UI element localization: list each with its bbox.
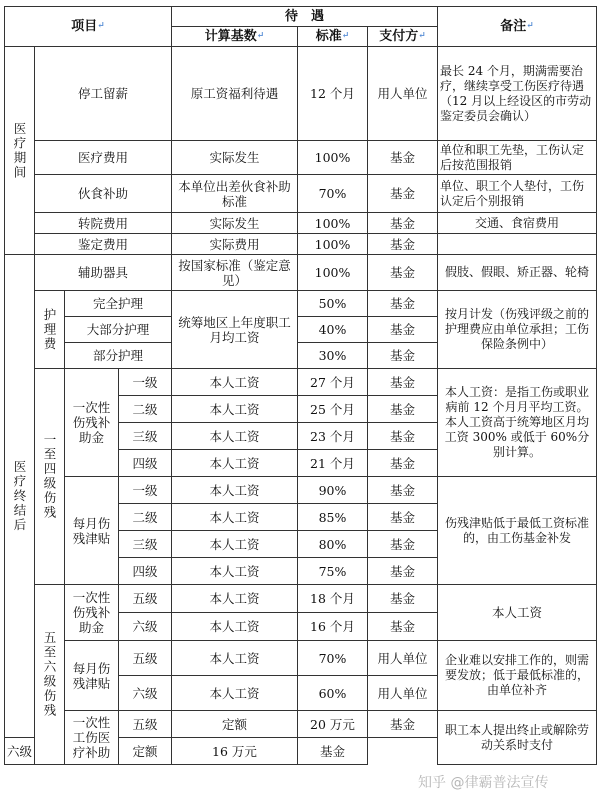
level-cell: 六级 xyxy=(5,738,35,765)
basis-cell: 实际费用 xyxy=(172,234,298,255)
standard-cell: 85% xyxy=(298,504,368,531)
basis-cell: 本人工资 xyxy=(172,641,298,676)
basis-cell: 本人工资 xyxy=(172,477,298,504)
table-row xyxy=(5,477,597,504)
standard-cell: 21 个月 xyxy=(298,450,368,477)
item-cell: 鉴定费用 xyxy=(35,234,172,255)
remark-cell: 单位、职工个人垫付，工伤认定后个别报销 xyxy=(438,175,597,213)
remark-cell: 企业难以安排工作的，则需要发放；低于最低标准的，由单位补齐 xyxy=(438,641,597,711)
standard-cell: 60% xyxy=(298,676,368,711)
basis-cell: 本人工资 xyxy=(172,531,298,558)
table-row xyxy=(5,369,597,396)
payer-cell: 基金 xyxy=(368,343,438,369)
group-grade-1-4: 一至四级伤残 xyxy=(35,369,65,585)
group-grade-5-6: 五至六级伤残 xyxy=(35,585,65,765)
basis-cell: 本人工资 xyxy=(172,676,298,711)
payer-cell: 基金 xyxy=(368,423,438,450)
payer-cell: 基金 xyxy=(368,450,438,477)
payer-cell: 基金 xyxy=(368,531,438,558)
payer-cell: 基金 xyxy=(368,585,438,613)
standard-cell: 100% xyxy=(298,141,368,175)
standard-cell: 27 个月 xyxy=(298,369,368,396)
basis-cell: 本人工资 xyxy=(172,369,298,396)
level-cell: 一级 xyxy=(119,477,172,504)
standard-cell: 25 个月 xyxy=(298,396,368,423)
header-remark: 备注↵ xyxy=(438,7,597,47)
level-cell: 五级 xyxy=(119,641,172,676)
item-cell: 医疗费用 xyxy=(35,141,172,175)
item-cell: 一次性伤残补助金 xyxy=(65,369,119,477)
remark-cell: 交通、食宿费用 xyxy=(438,213,597,234)
payer-cell: 基金 xyxy=(368,504,438,531)
level-cell: 三级 xyxy=(119,423,172,450)
item-cell: 伙食补助 xyxy=(35,175,172,213)
group-nursing: 护理费 xyxy=(35,291,65,369)
standard-cell: 20 万元 xyxy=(298,711,368,738)
item-cell: 一次性工伤医疗补助 xyxy=(65,711,119,765)
payer-cell: 基金 xyxy=(368,369,438,396)
payer-cell: 基金 xyxy=(368,141,438,175)
item-cell: 每月伤残津贴 xyxy=(65,477,119,585)
item-cell: 完全护理 xyxy=(65,291,172,317)
item-cell: 停工留薪 xyxy=(35,47,172,141)
basis-cell: 实际发生 xyxy=(172,213,298,234)
group-after-treatment: 医疗终结后 xyxy=(5,255,35,738)
remark-cell: 伤残津贴低于最低工资标准的，由工伤基金补发 xyxy=(438,477,597,585)
basis-cell: 本人工资 xyxy=(172,613,298,641)
group-medical-period: 医疗期间 xyxy=(5,47,35,255)
table-row xyxy=(5,234,597,255)
header-benefits: 待 遇 xyxy=(172,7,438,27)
payer-cell: 用人单位 xyxy=(368,641,438,676)
standard-cell: 70% xyxy=(298,175,368,213)
level-cell: 三级 xyxy=(119,531,172,558)
basis-cell: 统筹地区上年度职工月均工资 xyxy=(172,291,298,369)
payer-cell: 基金 xyxy=(368,255,438,291)
table-row xyxy=(5,255,597,291)
item-cell: 大部分护理 xyxy=(65,317,172,343)
standard-cell: 16 个月 xyxy=(298,613,368,641)
basis-cell: 本人工资 xyxy=(172,423,298,450)
level-cell: 五级 xyxy=(119,711,172,738)
table-row xyxy=(5,141,597,175)
payer-cell: 基金 xyxy=(368,291,438,317)
payer-cell: 基金 xyxy=(298,738,368,765)
item-cell: 部分护理 xyxy=(65,343,172,369)
payer-cell: 用人单位 xyxy=(368,47,438,141)
basis-cell: 本单位出差伙食补助标准 xyxy=(172,175,298,213)
standard-cell: 100% xyxy=(298,255,368,291)
basis-cell: 按国家标准（鉴定意见） xyxy=(172,255,298,291)
table-row xyxy=(5,585,597,613)
remark-cell xyxy=(438,234,597,255)
payer-cell: 基金 xyxy=(368,396,438,423)
standard-cell: 75% xyxy=(298,558,368,585)
standard-cell: 80% xyxy=(298,531,368,558)
basis-cell: 定额 xyxy=(172,711,298,738)
item-cell: 一次性伤残补助金 xyxy=(65,585,119,641)
header-item: 项目↵ xyxy=(5,7,172,47)
payer-cell: 基金 xyxy=(368,234,438,255)
basis-cell: 本人工资 xyxy=(172,585,298,613)
payer-cell: 基金 xyxy=(368,558,438,585)
payer-cell: 基金 xyxy=(368,613,438,641)
table-row xyxy=(5,175,597,213)
remark-cell: 职工本人提出终止或解除劳动关系时支付 xyxy=(438,711,597,765)
basis-cell: 定额 xyxy=(119,738,172,765)
standard-cell: 16 万元 xyxy=(172,738,298,765)
level-cell: 六级 xyxy=(119,613,172,641)
header-payer: 支付方↵ xyxy=(368,27,438,47)
watermark: 知乎 @律霸普法宣传 xyxy=(418,775,549,791)
remark-cell: 按月计发（伤残评级之前的护理费应由单位承担；工伤保险条例中） xyxy=(438,291,597,369)
level-cell: 二级 xyxy=(119,504,172,531)
payer-cell: 基金 xyxy=(368,317,438,343)
standard-cell: 40% xyxy=(298,317,368,343)
standard-cell: 70% xyxy=(298,641,368,676)
remark-cell: 本人工资 xyxy=(438,585,597,641)
remark-cell: 单位和职工先垫，工伤认定后按范围报销 xyxy=(438,141,597,175)
payer-cell: 基金 xyxy=(368,711,438,738)
header-basis: 计算基数↵ xyxy=(172,27,298,47)
basis-cell: 实际发生 xyxy=(172,141,298,175)
basis-cell: 本人工资 xyxy=(172,450,298,477)
standard-cell: 100% xyxy=(298,213,368,234)
basis-cell: 本人工资 xyxy=(172,504,298,531)
level-cell: 四级 xyxy=(119,558,172,585)
table-row xyxy=(5,47,597,141)
table-row xyxy=(5,291,597,317)
level-cell: 一级 xyxy=(119,369,172,396)
payer-cell: 基金 xyxy=(368,213,438,234)
level-cell: 五级 xyxy=(119,585,172,613)
standard-cell: 100% xyxy=(298,234,368,255)
table-row xyxy=(5,641,597,676)
standard-cell: 90% xyxy=(298,477,368,504)
payer-cell: 用人单位 xyxy=(368,676,438,711)
level-cell: 二级 xyxy=(119,396,172,423)
item-cell: 每月伤残津贴 xyxy=(65,641,119,711)
basis-cell: 本人工资 xyxy=(172,396,298,423)
remark-cell: 假肢、假眼、矫正器、轮椅 xyxy=(438,255,597,291)
header-standard: 标准↵ xyxy=(298,27,368,47)
table-row xyxy=(5,213,597,234)
item-cell: 辅助器具 xyxy=(35,255,172,291)
standard-cell: 23 个月 xyxy=(298,423,368,450)
standard-cell: 30% xyxy=(298,343,368,369)
basis-cell: 本人工资 xyxy=(172,558,298,585)
remark-cell: 最长 24 个月，期满需要治疗，继续享受工伤医疗待遇（12 月以上经设区的市劳动鉴定委员会确认） xyxy=(438,47,597,141)
payer-cell: 基金 xyxy=(368,477,438,504)
remark-cell: 本人工资：是指工伤或职业病前 12 个月月平均工资。本人工资高于统筹地区月均工资 300% 或低于 60%分别计算。 xyxy=(438,369,597,477)
standard-cell: 50% xyxy=(298,291,368,317)
table-row xyxy=(5,711,597,738)
basis-cell: 原工资福利待遇 xyxy=(172,47,298,141)
level-cell: 四级 xyxy=(119,450,172,477)
item-cell: 转院费用 xyxy=(35,213,172,234)
standard-cell: 18 个月 xyxy=(298,585,368,613)
standard-cell: 12 个月 xyxy=(298,47,368,141)
payer-cell: 基金 xyxy=(368,175,438,213)
level-cell: 六级 xyxy=(119,676,172,711)
benefits-table xyxy=(4,6,597,765)
